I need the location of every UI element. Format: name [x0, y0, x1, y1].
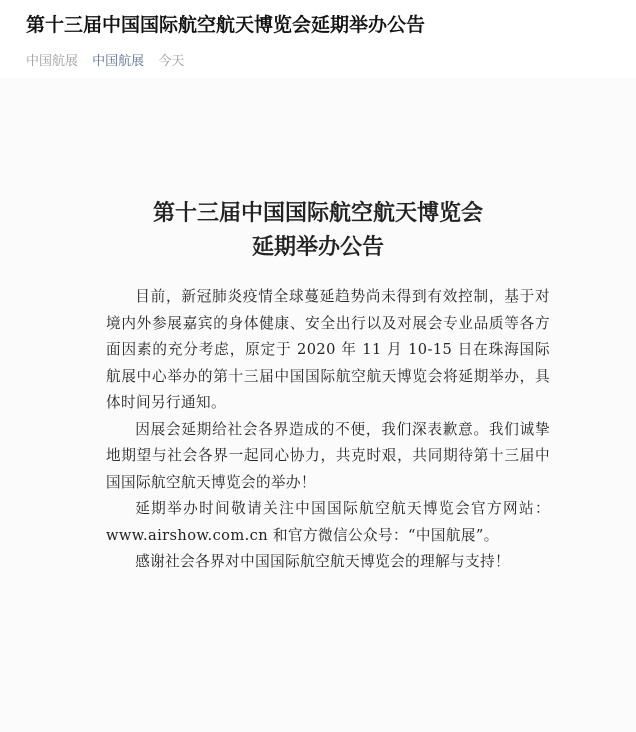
paragraph-1: 目前，新冠肺炎疫情全球蔓延趋势尚未得到有效控制，基于对境内外参展嘉宾的身体健康、安全出行以及对展会专业品质等各方面因素的充分考虑，原定于 2020 年 11 月 10-15 日在珠海国际航展中心举办的第十三届中国国际航空航天博览会将延期举办，具体时间另行通知。 — [106, 288, 550, 411]
account-link[interactable]: 中国航展 — [92, 54, 145, 69]
document-title-line2: 延期举办公告 — [251, 234, 384, 260]
document-title — [0, 196, 636, 264]
paragraph-3: 延期举办时间敬请关注中国国际航空航天博览会官方网站：www.airshow.com.cn 和官方微信公众号：“中国航展”。 — [106, 500, 550, 544]
document-body — [106, 284, 550, 576]
article-meta — [26, 50, 194, 69]
paragraph-2: 因展会延期给社会各界造成的不便，我们深表歉意。我们诚挚地期望与社会各界一起同心协力，共克时艰，共同期待第十三届中国国际航空航天博览会的举办！ — [106, 420, 550, 491]
announcement-image[interactable] — [0, 78, 636, 732]
paragraph-4: 感谢社会各界对中国国际航空航天博览会的理解与支持！ — [135, 553, 511, 570]
author-name: 中国航展 — [26, 54, 79, 69]
article-title: 第十三届中国国际航空航天博览会延期举办公告 — [26, 14, 426, 36]
publish-date: 今天 — [158, 54, 185, 69]
document-title-line1: 第十三届中国国际航空航天博览会 — [152, 200, 483, 226]
